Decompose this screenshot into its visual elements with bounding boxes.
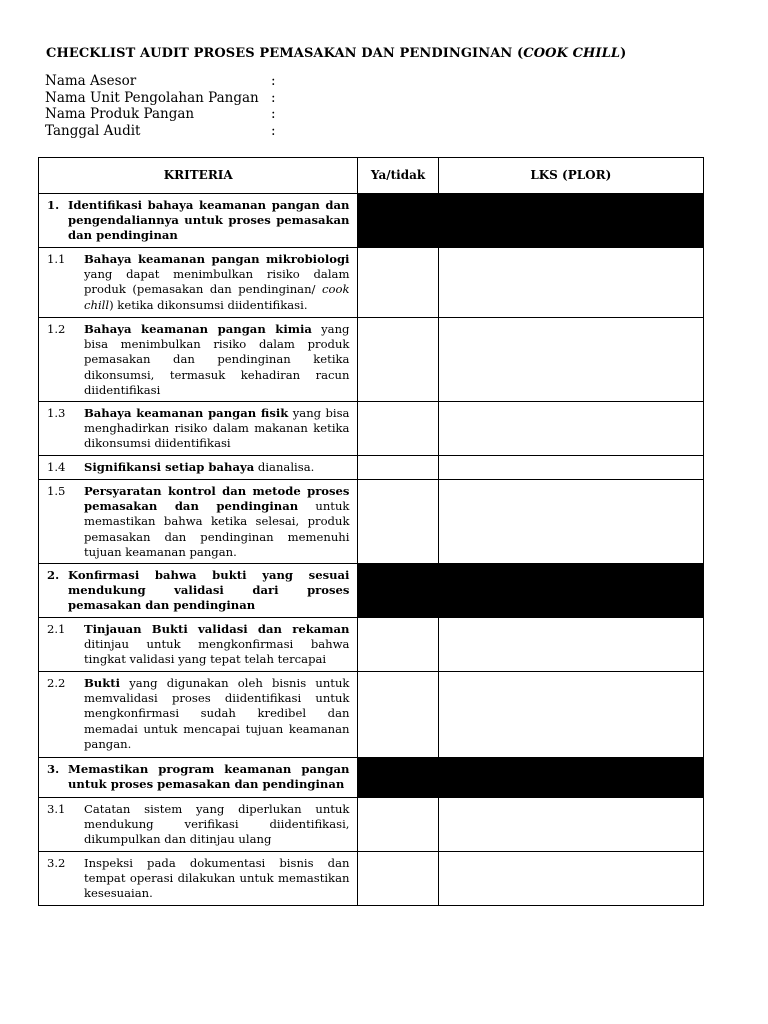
meta-label: Tanggal Audit	[45, 122, 141, 139]
criteria-text: Bahaya keamanan pangan fisik yang bisa menghadirkan risiko dalam makanan ketika dikonsumsi diidentifikasi	[84, 406, 350, 451]
criteria-cell	[39, 480, 358, 564]
checklist-table	[38, 157, 704, 906]
section-row	[39, 564, 704, 618]
ya-tidak-cell[interactable]	[358, 402, 438, 456]
criteria-number: 2.2	[47, 676, 66, 691]
criteria-cell	[39, 318, 358, 402]
lks-cell[interactable]	[438, 672, 703, 758]
lks-cell[interactable]	[438, 402, 703, 456]
criteria-number: 1.2	[47, 322, 66, 336]
lks-cell[interactable]	[438, 852, 703, 906]
criteria-text: Bukti yang digunakan oleh bisnis untuk memvalidasi proses diidentifikasi untuk mengkonfirmasi sudah kredibel dan memadai untuk mencapai tujuan keamanan pangan.	[84, 676, 350, 751]
ya-tidak-cell[interactable]	[358, 672, 438, 758]
ya-tidak-cell[interactable]	[358, 618, 438, 672]
criteria-row	[39, 456, 704, 480]
ya-tidak-cell[interactable]	[358, 318, 438, 402]
header-kriteria: KRITERIA	[39, 158, 358, 194]
criteria-row	[39, 402, 704, 456]
meta-label: Nama Asesor	[45, 73, 137, 89]
section-row	[39, 194, 704, 248]
lks-cell[interactable]	[438, 456, 703, 480]
criteria-row	[39, 618, 704, 672]
section-number: 2.	[47, 568, 60, 583]
criteria-row	[39, 852, 704, 906]
lks-cell[interactable]	[438, 480, 703, 564]
table-header-row	[39, 158, 704, 194]
criteria-row	[39, 672, 704, 758]
section-number: 1.	[47, 198, 60, 212]
criteria-cell	[39, 456, 358, 480]
criteria-number: 1.4	[47, 460, 66, 475]
criteria-number: 3.2	[47, 856, 66, 871]
criteria-text: Catatan sistem yang diperlukan untuk mendukung verifikasi diidentifikasi, dikumpulkan dan ditinjau ulang	[84, 802, 350, 847]
meta-label: Nama Unit Pengolahan Pangan	[45, 89, 259, 106]
section-blocked-cell	[438, 194, 703, 248]
criteria-cell	[39, 672, 358, 758]
criteria-number: 3.1	[47, 802, 66, 817]
ya-tidak-cell[interactable]	[358, 852, 438, 906]
criteria-text: Bahaya keamanan pangan kimia yang bisa menimbulkan risiko dalam produk pemasakan dan pendinginan ketika dikonsumsi, termasuk kehadiran racun diidentifikasi	[84, 322, 350, 397]
meta-colon: :	[271, 106, 276, 123]
lks-cell[interactable]	[438, 798, 703, 852]
criteria-number: 1.3	[47, 406, 66, 421]
criteria-cell	[39, 618, 358, 672]
meta-colon: :	[271, 122, 276, 139]
header-lks: LKS (PLOR)	[438, 158, 703, 194]
criteria-number: 1.1	[47, 252, 66, 266]
ya-tidak-cell[interactable]	[358, 480, 438, 564]
section-text: Memastikan program keamanan pangan untuk proses pemasakan dan pendinginan	[68, 762, 350, 792]
section-blocked-cell	[438, 758, 703, 798]
section-blocked-cell	[438, 564, 703, 618]
ya-tidak-cell[interactable]	[358, 456, 438, 480]
criteria-cell	[39, 402, 358, 456]
section-text: Identifikasi bahaya keamanan pangan dan pengendaliannya untuk proses pemasakan dan pendinginan	[68, 198, 350, 243]
meta-colon: :	[271, 73, 276, 89]
section-number: 3.	[47, 762, 60, 777]
criteria-number: 1.5	[47, 484, 66, 499]
document-title: CHECKLIST AUDIT PROSES PEMASAKAN DAN PENDINGINAN (COOK CHILL)	[46, 46, 627, 61]
meta-label: Nama Produk Pangan	[45, 106, 195, 123]
criteria-text: Inspeksi pada dokumentasi bisnis dan tempat operasi dilakukan untuk memastikan kesesuaian.	[84, 856, 350, 901]
criteria-cell	[39, 798, 358, 852]
section-blocked-cell	[358, 758, 438, 798]
criteria-cell	[39, 852, 358, 906]
criteria-cell	[39, 248, 358, 318]
criteria-row	[39, 798, 704, 852]
ya-tidak-cell[interactable]	[358, 798, 438, 852]
section-text: Konfirmasi bahwa bukti yang sesuai mendukung validasi dari proses pemasakan dan pendinginan	[68, 568, 350, 613]
criteria-number: 2.1	[47, 622, 66, 637]
lks-cell[interactable]	[438, 248, 703, 318]
criteria-row	[39, 248, 704, 318]
section-row	[39, 758, 704, 798]
criteria-text: Tinjauan Bukti validasi dan rekaman ditinjau untuk mengkonfirmasi bahwa tingkat validasi yang tepat telah tercapai	[84, 622, 350, 667]
lks-cell[interactable]	[438, 318, 703, 402]
section-criteria	[39, 758, 358, 798]
criteria-text: Signifikansi setiap bahaya dianalisa.	[84, 460, 315, 475]
meta-colon: :	[271, 89, 276, 106]
criteria-text: Persyaratan kontrol dan metode proses pemasakan dan pendinginan untuk memastikan bahwa ketika selesai, produk pemasakan dan pendinginan memenuhi tujuan keamanan pangan.	[84, 484, 350, 559]
criteria-row	[39, 318, 704, 402]
ya-tidak-cell[interactable]	[358, 248, 438, 318]
section-criteria	[39, 564, 358, 618]
section-criteria	[39, 194, 358, 248]
lks-cell[interactable]	[438, 618, 703, 672]
header-ya-tidak: Ya/tidak	[358, 158, 438, 194]
section-blocked-cell	[358, 564, 438, 618]
criteria-row	[39, 480, 704, 564]
section-blocked-cell	[358, 194, 438, 248]
criteria-text: Bahaya keamanan pangan mikrobiologi yang dapat menimbulkan risiko dalam produk (pemasakan dan pendinginan/ cook chill) ketika dikonsumsi diidentifikasi.	[84, 252, 350, 312]
